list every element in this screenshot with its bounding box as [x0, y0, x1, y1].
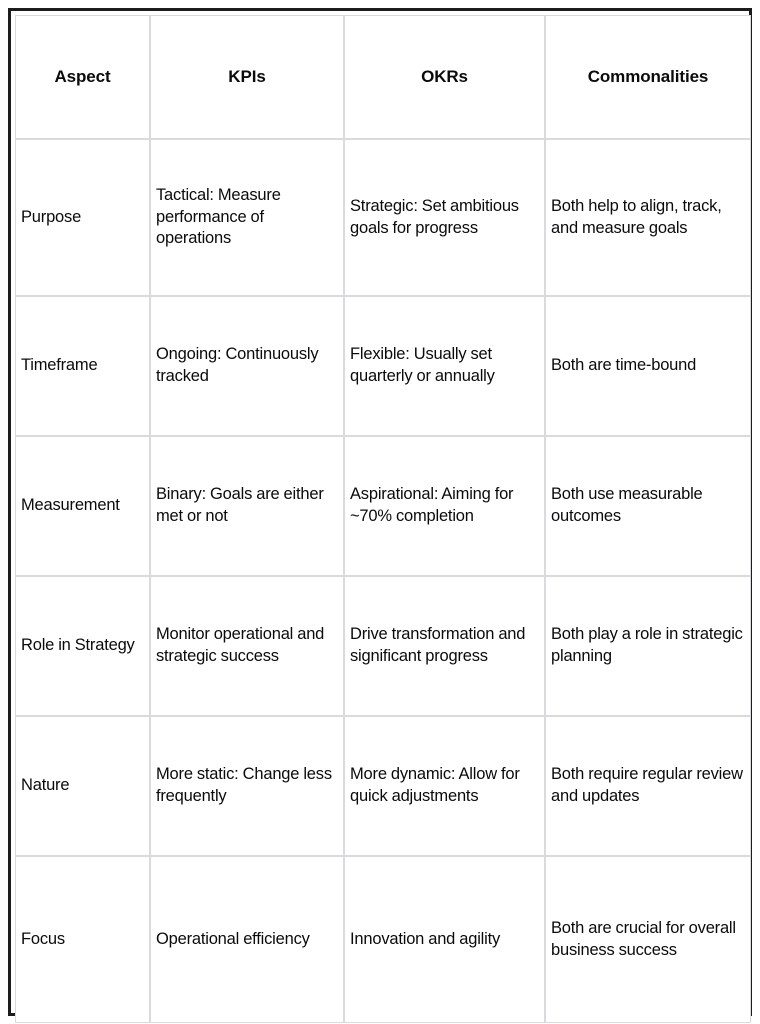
cell-commonalities-text: Both use measurable outcomes: [551, 485, 703, 525]
cell-kpis: [150, 436, 344, 576]
cell-kpis-text: Binary: Goals are either met or not: [156, 485, 324, 525]
cell-aspect-text: Focus: [21, 929, 65, 948]
cell-commonalities: [545, 576, 751, 716]
column-header-commonalities: [545, 15, 751, 139]
cell-aspect: [15, 856, 150, 1023]
column-header-kpis-label: KPIs: [228, 66, 266, 86]
cell-okrs: [344, 716, 545, 856]
cell-kpis-text: Monitor operational and strategic success: [156, 625, 325, 665]
cell-okrs-text: Aspirational: Aiming for ~70% completion: [350, 485, 514, 525]
column-header-commonalities-label: Commonalities: [587, 66, 709, 86]
cell-okrs: [344, 856, 545, 1023]
table-header-row: [15, 15, 751, 139]
table-outer-frame: [8, 8, 752, 1016]
cell-kpis: [150, 716, 344, 856]
cell-commonalities: [545, 296, 751, 436]
cell-commonalities: [545, 856, 751, 1023]
cell-okrs: [344, 436, 545, 576]
kpi-okr-comparison-table: [15, 15, 751, 1023]
column-header-kpis: [150, 15, 344, 139]
cell-okrs-text: Drive transformation and significant progress: [350, 625, 526, 665]
cell-aspect-text: Measurement: [21, 496, 120, 515]
table-row: [15, 436, 751, 576]
cell-commonalities-text: Both are time-bound: [551, 356, 697, 375]
cell-okrs-text: Strategic: Set ambitious goals for progress: [350, 196, 519, 237]
cell-kpis-text: More static: Change less frequently: [156, 765, 332, 805]
cell-kpis-text: Ongoing: Continuously tracked: [156, 345, 319, 385]
cell-commonalities: [545, 436, 751, 576]
cell-okrs: [344, 576, 545, 716]
cell-aspect-text: Purpose: [21, 207, 82, 226]
cell-okrs-text: Flexible: Usually set quarterly or annually: [350, 345, 495, 385]
column-header-aspect-label: Aspect: [54, 66, 111, 86]
cell-aspect: [15, 139, 150, 296]
cell-okrs-text: Innovation and agility: [350, 929, 501, 948]
table-row: [15, 296, 751, 436]
cell-commonalities: [545, 716, 751, 856]
cell-kpis: [150, 296, 344, 436]
table-row: [15, 716, 751, 856]
cell-okrs: [344, 139, 545, 296]
table-row: [15, 139, 751, 296]
cell-kpis: [150, 576, 344, 716]
cell-commonalities-text: Both help to align, track, and measure goals: [551, 196, 722, 237]
cell-commonalities: [545, 139, 751, 296]
cell-okrs-text: More dynamic: Allow for quick adjustments: [350, 765, 520, 805]
cell-kpis: [150, 856, 344, 1023]
table-row: [15, 856, 751, 1023]
cell-aspect: [15, 716, 150, 856]
cell-aspect: [15, 436, 150, 576]
cell-aspect: [15, 576, 150, 716]
cell-aspect-text: Timeframe: [21, 356, 98, 375]
cell-okrs: [344, 296, 545, 436]
column-header-okrs: [344, 15, 545, 139]
cell-commonalities-text: Both play a role in strategic planning: [551, 625, 743, 665]
cell-aspect-text: Nature: [21, 776, 70, 795]
cell-kpis: [150, 139, 344, 296]
cell-aspect-text: Role in Strategy: [21, 636, 135, 655]
cell-kpis-text: Tactical: Measure performance of operations: [156, 185, 281, 248]
cell-kpis-text: Operational efficiency: [156, 929, 310, 948]
column-header-aspect: [15, 15, 150, 139]
cell-commonalities-text: Both require regular review and updates: [551, 765, 743, 805]
cell-aspect: [15, 296, 150, 436]
cell-commonalities-text: Both are crucial for overall business success: [551, 918, 736, 959]
column-header-okrs-label: OKRs: [421, 66, 468, 86]
table-row: [15, 576, 751, 716]
